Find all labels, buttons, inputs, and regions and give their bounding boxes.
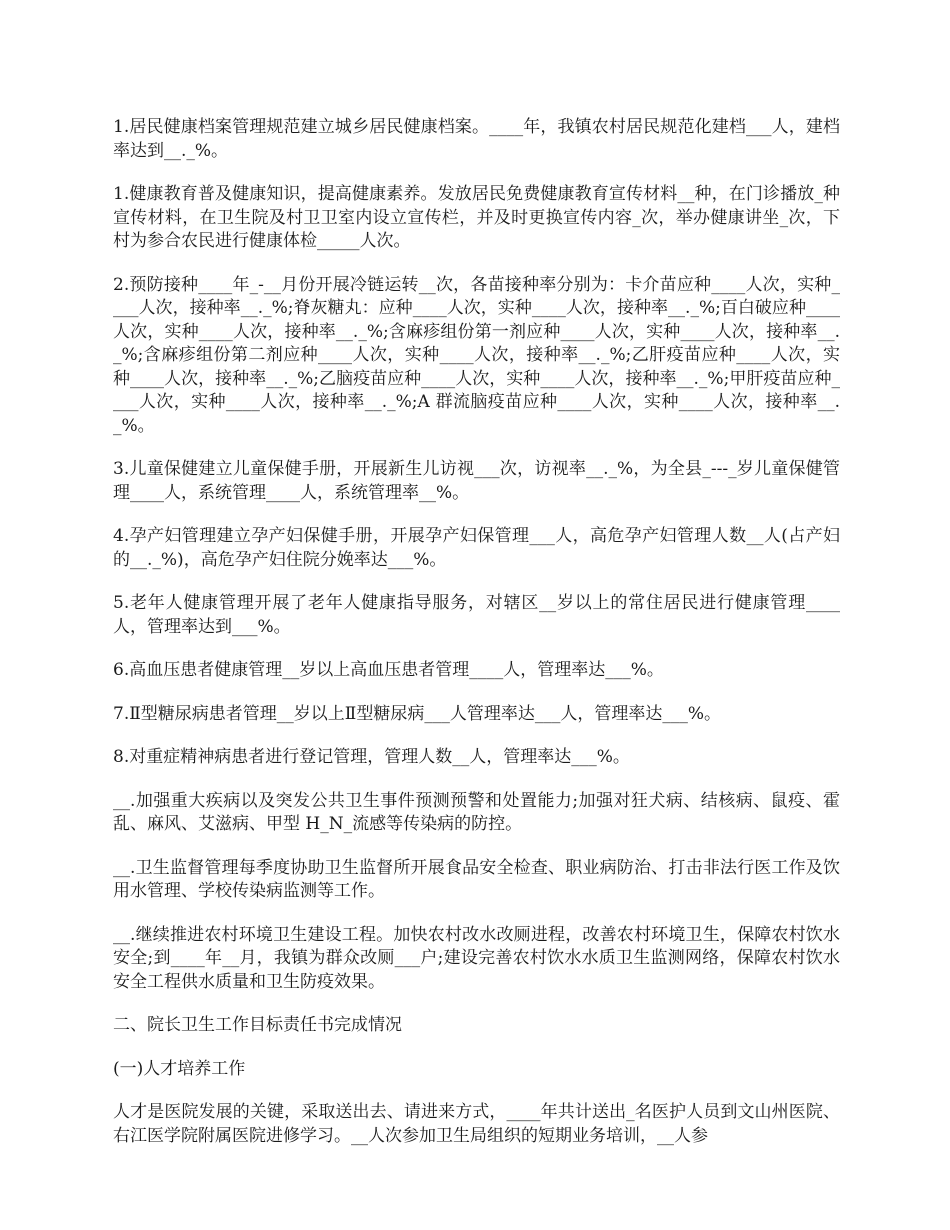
paragraph-disease-control: __.加强重大疾病以及突发公共卫生事件预测预警和处置能力;加强对狂犬病、结核病、鼠疫、霍乱、麻风、艾滋病、甲型 H_N_流感等传染病的防控。 xyxy=(113,790,840,834)
paragraph-rural-sanitation: __.继续推进农村环境卫生建设工程。加快农村改水改厕进程，改善农村环境卫生，保障农村饮水安全;到____年__月，我镇为群众改厕___户;建设完善农村饮水水质卫生监测网络，保障农村饮水安全工程供水质量和卫生防疫效果。 xyxy=(113,924,840,992)
paragraph-talent-training: 人才是医院发展的关键，采取送出去、请进来方式，____年共计送出_名医护人员到文山州医院、右江医学院附属医院进修学习。__人次参加卫生局组织的短期业务培训，__人参 xyxy=(113,1102,840,1146)
paragraph-maternal-care: 4.孕产妇管理建立孕产妇保健手册，开展孕产妇保管理___人，高危孕产妇管理人数__人(占产妇的__._%)，高危孕产妇住院分娩率达___%。 xyxy=(113,526,840,570)
paragraph-diabetes: 7.Ⅱ型糖尿病患者管理__岁以上Ⅱ型糖尿病___人管理率达___人，管理率达___%。 xyxy=(113,703,721,724)
section-title: 二、院长卫生工作目标责任书完成情况 xyxy=(113,1015,402,1035)
paragraph-hypertension: 6.高血压患者健康管理__岁以上高血压患者管理____人，管理率达___%。 xyxy=(113,660,664,680)
paragraph-vaccination: 2.预防接种____年_-__月份开展冷链运转__次，各苗接种率分别为：卡介苗应种____人次，实种____人次，接种率__._%;脊灰糖丸：应种____人次，实种____人次，接种率__._%;百白破应种____人次，实种____人次，接种率__._%;含麻疹组份第一剂应种____人次，实种____人次，接种率__._%;含麻疹组份第二剂应种____人次，实种____人次，接种率__._%;乙肝疫苗应种____人次，实种____人次，接种率__._%;乙脑疫苗应种____人次，实种____人次，接种率__._%;甲肝疫苗应种____人次，实种____人次，接种率__._%;A 群流脑疫苗应种____人次，实种____人次，接种率__._%。 xyxy=(113,274,840,436)
paragraph-health-records: 1.居民健康档案管理规范建立城乡居民健康档案。____年，我镇农村居民规范化建档___人，建档率达到__._%。 xyxy=(113,117,840,161)
paragraph-health-education: 1.健康教育普及健康知识，提高健康素养。发放居民免费健康教育宣传材料__种，在门诊播放_种宣传材料，在卫生院及村卫卫室内设立宣传栏，并及时更换宣传内容_次，举办健康讲坐_次，下村为参合农民进行健康体检_____人次。 xyxy=(113,184,840,251)
paragraph-mental-illness: 8.对重症精神病患者进行登记管理，管理人数__人，管理率达___%。 xyxy=(113,747,630,767)
subsection-title: (一)人才培养工作 xyxy=(113,1058,246,1079)
paragraph-child-care: 3.儿童保健建立儿童保健手册，开展新生儿访视___次，访视率__._%，为全县_---_岁儿童保健管理____人，系统管理____人，系统管理率__%。 xyxy=(113,459,840,503)
paragraph-health-supervision: __.卫生监督管理每季度协助卫生监督所开展食品安全检查、职业病防治、打击非法行医工作及饮用水管理、学校传染病监测等工作。 xyxy=(113,857,840,901)
paragraph-elderly-care: 5.老年人健康管理开展了老年人健康指导服务，对辖区__岁以上的常住居民进行健康管理____人，管理率达到___%。 xyxy=(113,593,840,637)
